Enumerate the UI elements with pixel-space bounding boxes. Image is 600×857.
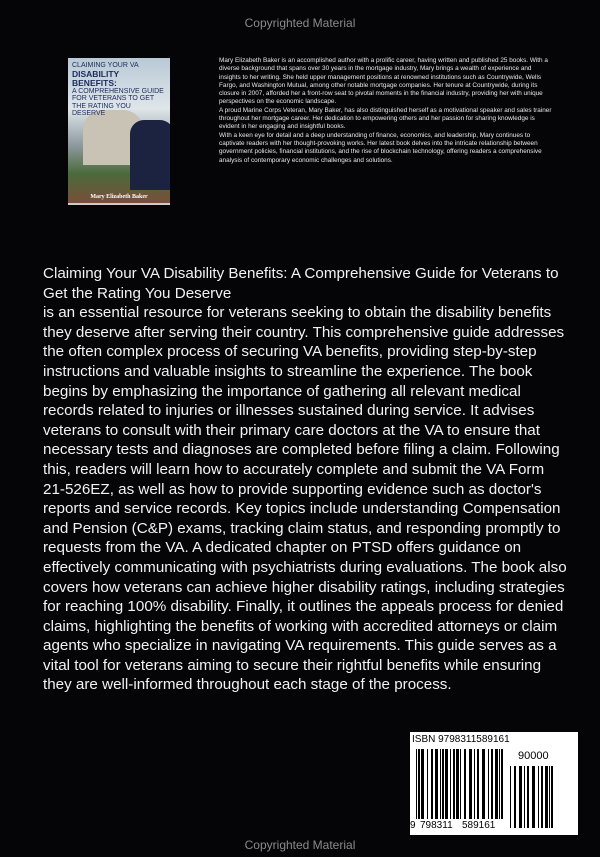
barcode-bar xyxy=(460,749,461,819)
author-bio xyxy=(219,57,554,165)
barcode-bar xyxy=(491,749,493,819)
book-description xyxy=(43,264,568,695)
isbn-barcode xyxy=(410,732,578,835)
barcode-group1: 798311 xyxy=(420,820,453,831)
barcode-bar xyxy=(477,749,479,819)
barcode-bar xyxy=(464,749,466,819)
barcode-bar xyxy=(453,749,455,819)
barcode-bar xyxy=(445,749,448,819)
barcode-bar xyxy=(456,749,459,819)
cover-title xyxy=(72,62,166,118)
barcode-bar xyxy=(545,766,548,828)
barcode-bar xyxy=(450,749,451,819)
cover-thumbnail xyxy=(68,58,170,205)
bio-paragraph: Mary Elizabeth Baker is an accomplished author with a prolific career, having written and published 25 books. With a diverse background that spans over 30 years in the mortgage industry, Mary brings a wealth of experience and insights to her writing. She held upper management positions at renowned institutions such as Countrywide, Wells Fargo, and Washington Mutual, among other notable mortgage companies. Her tenure at Countrywide, during its closure in 2007, afforded her a front-row seat to pivotal moments in the financial industry, providing her with unique perspectives on the economic landscape. xyxy=(219,57,548,106)
barcode-bar xyxy=(519,766,522,828)
cover-author: Mary Elizabeth Baker xyxy=(90,194,148,200)
barcode-bar xyxy=(538,766,539,828)
barcode-addon-bars xyxy=(510,766,558,828)
description-body: is an essential resource for veterans seeking to obtain the disability benefits they deserve after serving their country. This comprehensive guide addresses the often complex process of securing VA benefits, providing step-by-step instructions and valuable insights to streamline the experience. The book begins by emphasizing the importance of gathering all relevant medical records related to injuries or illnesses sustained during service. It advises veterans to consult with their primary care doctors at the VA to ensure that necessary tests and diagnoses are completed before filing a claim. Following this, readers will learn how to accurately complete and submit the VA Form 21-526EZ, as well as how to provide supporting evidence such as doctor's reports and service records. Key topics include understanding Compensation and Pension (C&P) exams, tracking claim status, and responding promptly to requests from the VA. A dedicated chapter on PTSD offers guidance on effectively communicating with psychiatrists during evaluations. The book also covers how veterans can achieve higher disability ratings, including strategies for reaching 100% disability. Finally, it outlines the appeals process for denied claims, highlighting the benefits of working with accredited attorneys or claim agents who specialize in navigating VA requirements. This guide serves as a vital tool for veterans aiming to secure their rightful benefits while ensuring they are well-informed throughout each stage of the process. xyxy=(43,304,567,694)
barcode-addon-digits: 90000 xyxy=(518,750,549,762)
barcode-bar xyxy=(541,766,543,828)
barcode-bar xyxy=(488,749,489,819)
cover-title-line1: CLAIMING YOUR VA xyxy=(72,62,139,69)
cover-subtitle: A COMPREHENSIVE GUIDE FOR VETERANS TO GET THE RATING YOU DESERVE xyxy=(72,87,164,117)
barcode-bar xyxy=(416,749,417,819)
barcode-group2: 589161 xyxy=(462,820,496,831)
barcode-bar xyxy=(418,749,420,819)
barcode-bar xyxy=(495,749,498,819)
barcode-main-bars xyxy=(416,749,504,819)
barcode-bar xyxy=(421,749,424,819)
barcode-bar xyxy=(469,749,472,819)
barcode-bar xyxy=(532,766,535,828)
veteran-illustration xyxy=(130,120,170,190)
watermark-bottom: Copyrighted Material xyxy=(244,838,356,852)
barcode-bar xyxy=(440,749,441,819)
cover-title-line2: DISABILITY BENEFITS: xyxy=(72,68,120,88)
barcode-bar xyxy=(551,766,553,828)
barcode-bar xyxy=(442,749,444,819)
barcode-left-digit: 9 xyxy=(410,820,416,831)
barcode-bar xyxy=(499,749,500,819)
barcode-bar xyxy=(549,766,550,828)
barcode-bar xyxy=(524,766,525,828)
barcode-bar xyxy=(431,749,433,819)
barcode-bar xyxy=(527,766,529,828)
barcode-bar xyxy=(427,749,428,819)
bio-paragraph: A proud Marine Corps Veteran, Mary Baker, has also distinguished herself as a motivational speaker and sales trainer throughout her mortgage career. Her dedication to empowering others and her passion for sharing knowledge is evident in her engaging and insightful books. xyxy=(219,106,552,131)
barcode-bar xyxy=(501,749,503,819)
barcode-bar xyxy=(474,749,475,819)
bio-paragraph: With a keen eye for detail and a deep understanding of finance, economics, and leadership, Mary continues to captivate readers with her thought-provoking works. Her latest book delves into the intricate relationship between government policies, financial institutions, and the rise of blockchain technology, offering readers a comprehensive analysis of contemporary economic challenges and solutions. xyxy=(219,131,542,164)
barcode-bar xyxy=(514,766,516,828)
barcode-bar xyxy=(482,749,485,819)
book-title: Claiming Your VA Disability Benefits: A Comprehensive Guide for Veterans to Get the Rating You Deserve xyxy=(43,265,559,302)
barcode-bar xyxy=(510,766,511,828)
isbn-label: ISBN 9798311589161 xyxy=(412,734,510,745)
watermark-top: Copyrighted Material xyxy=(244,16,356,30)
barcode-bar xyxy=(435,749,438,819)
